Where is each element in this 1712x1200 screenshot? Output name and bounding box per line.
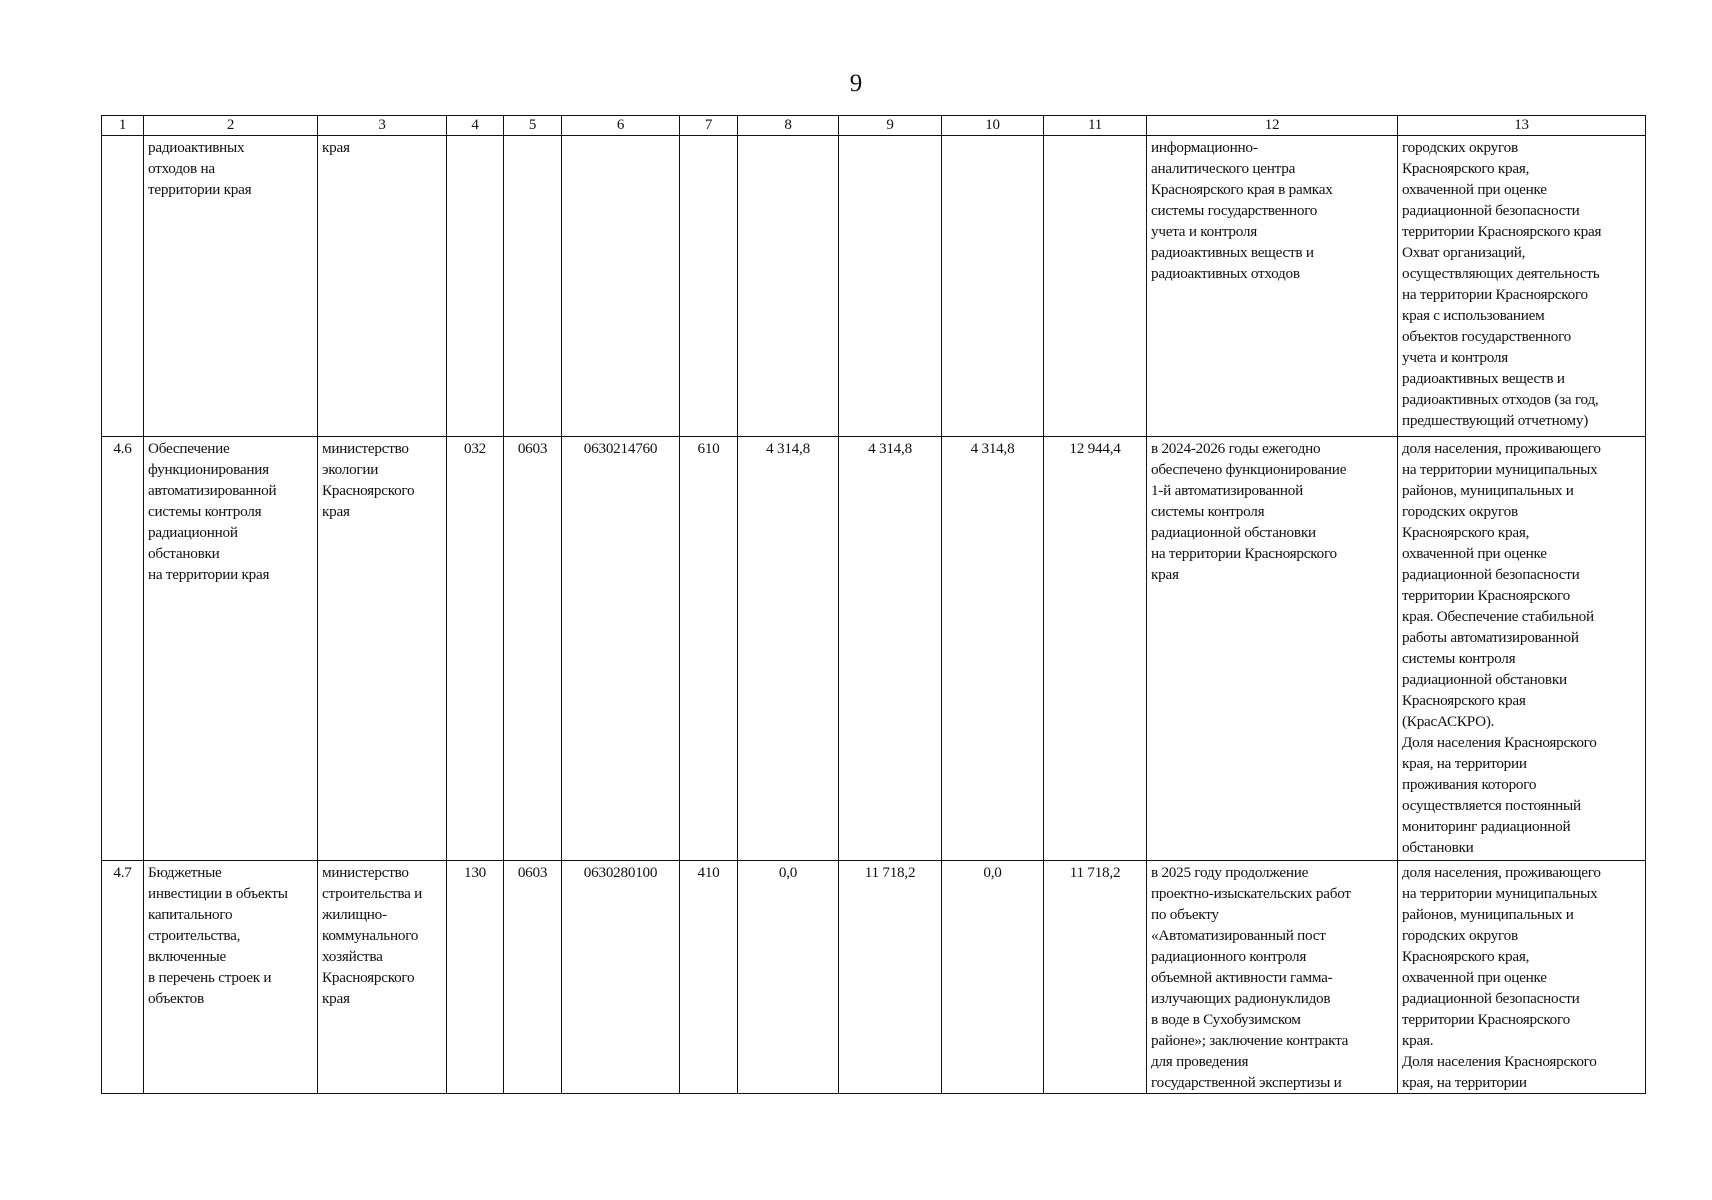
text-line: предшествующий отчетному) xyxy=(1402,412,1589,429)
column-number: 3 xyxy=(318,116,447,136)
text-line: края. xyxy=(1402,1032,1434,1049)
text-line: городских округов xyxy=(1402,927,1518,944)
text-line: обстановки xyxy=(148,545,220,562)
text-line: объектов xyxy=(148,990,204,1007)
amount-2025: 11 718,2 xyxy=(839,861,942,1094)
expense-type-code xyxy=(680,136,738,437)
text-line: учета и контроля xyxy=(1151,223,1257,240)
text-line: хозяйства xyxy=(322,948,383,965)
text-line: доля населения, проживающего xyxy=(1402,864,1601,881)
text-line: территории Красноярского xyxy=(1402,587,1570,604)
text-line: капитального xyxy=(148,906,233,923)
text-line: районов, муниципальных и xyxy=(1402,906,1574,923)
text-line: на территории Красноярского xyxy=(1402,286,1588,303)
text-line: функционирования xyxy=(148,461,269,478)
text-line: края xyxy=(322,990,350,1007)
text-line: строительства и xyxy=(322,885,423,902)
text-line: «Автоматизированный пост xyxy=(1151,927,1326,944)
section-code: 0603 xyxy=(504,861,562,1094)
executor xyxy=(318,861,447,1094)
text-line: инвестиции в объекты xyxy=(148,885,288,902)
column-number: 10 xyxy=(942,116,1044,136)
text-line: охваченной при оценке xyxy=(1402,545,1547,562)
column-number: 8 xyxy=(738,116,839,136)
amount-2025: 4 314,8 xyxy=(839,437,942,861)
text-line: на территории края xyxy=(148,566,270,583)
text-line: информационно- xyxy=(1151,139,1258,156)
text-line: системы контроля xyxy=(148,503,262,520)
text-line: края. Обеспечение стабильной xyxy=(1402,608,1594,625)
text-line: края, на территории xyxy=(1402,755,1527,772)
text-line: излучающих радионуклидов xyxy=(1151,990,1331,1007)
text-line: радиоактивных веществ и xyxy=(1402,370,1565,387)
text-line: жилищно- xyxy=(322,906,387,923)
text-line: радиоактивных xyxy=(148,139,245,156)
text-line: радиоактивных веществ и xyxy=(1151,244,1314,261)
program-activities-table xyxy=(101,115,1646,1094)
text-line: системы контроля xyxy=(1151,503,1265,520)
text-line: объемной активности гамма- xyxy=(1151,969,1333,986)
text-line: районе»; заключение контракта xyxy=(1151,1032,1349,1049)
text-line: мониторинг радиационной xyxy=(1402,818,1571,835)
table-row xyxy=(102,136,1646,437)
text-line: строительства, xyxy=(148,927,241,944)
text-line: обстановки xyxy=(1402,839,1474,856)
row-number: 4.7 xyxy=(102,861,144,1094)
text-line: в 2025 году продолжение xyxy=(1151,864,1309,881)
text-line: охваченной при оценке xyxy=(1402,181,1547,198)
amount-total xyxy=(1044,136,1147,437)
table-row xyxy=(102,437,1646,861)
text-line: радиационной обстановки xyxy=(1151,524,1316,541)
text-line: в воде в Сухобузимском xyxy=(1151,1011,1301,1028)
text-line: радиационной обстановки xyxy=(1402,671,1567,688)
text-line: аналитического центра xyxy=(1151,160,1296,177)
text-line: края xyxy=(322,503,350,520)
text-line: обеспечено функционирование xyxy=(1151,461,1347,478)
text-line: автоматизированной xyxy=(148,482,277,499)
text-line: Доля населения Красноярского xyxy=(1402,734,1597,751)
text-line: радиационного контроля xyxy=(1151,948,1307,965)
text-line: системы контроля xyxy=(1402,650,1516,667)
column-number: 9 xyxy=(839,116,942,136)
text-line: коммунального xyxy=(322,927,419,944)
section-code: 0603 xyxy=(504,437,562,861)
text-line: Красноярского края, xyxy=(1402,160,1530,177)
amount-total: 12 944,4 xyxy=(1044,437,1147,861)
text-line: проживания которого xyxy=(1402,776,1537,793)
text-line: в 2024-2026 годы ежегодно xyxy=(1151,440,1321,457)
amount-2024 xyxy=(738,136,839,437)
text-line: осуществляющих деятельность xyxy=(1402,265,1600,282)
text-line: на территории муниципальных xyxy=(1402,461,1598,478)
text-line: районов, муниципальных и xyxy=(1402,482,1574,499)
text-line: радиационной безопасности xyxy=(1402,202,1580,219)
grbs-code: 032 xyxy=(447,437,504,861)
text-line: радиационной xyxy=(148,524,238,541)
target-article-code: 0630214760 xyxy=(562,437,680,861)
text-line: на территории Красноярского xyxy=(1151,545,1337,562)
text-line: проектно-изыскательских работ xyxy=(1151,885,1351,902)
text-line: министерство xyxy=(322,440,409,457)
activity-name xyxy=(144,861,318,1094)
amount-2025 xyxy=(839,136,942,437)
column-number: 11 xyxy=(1044,116,1147,136)
text-line: Красноярского края, xyxy=(1402,948,1530,965)
text-line: на территории муниципальных xyxy=(1402,885,1598,902)
text-line: территории Красноярского xyxy=(1402,1011,1570,1028)
section-code xyxy=(504,136,562,437)
text-line: по объекту xyxy=(1151,906,1219,923)
indicator xyxy=(1398,861,1646,1094)
text-line: городских округов xyxy=(1402,503,1518,520)
indicator xyxy=(1398,437,1646,861)
column-number-row xyxy=(102,116,1646,136)
text-line: экологии xyxy=(322,461,379,478)
indicator xyxy=(1398,136,1646,437)
text-line: Красноярского края, xyxy=(1402,524,1530,541)
column-number: 4 xyxy=(447,116,504,136)
expense-type-code: 610 xyxy=(680,437,738,861)
text-line: осуществляется постоянный xyxy=(1402,797,1581,814)
expected-result xyxy=(1147,861,1398,1094)
text-line: радиационной безопасности xyxy=(1402,566,1580,583)
amount-total: 11 718,2 xyxy=(1044,861,1147,1094)
text-line: края xyxy=(322,139,350,156)
expected-result xyxy=(1147,136,1398,437)
page-number: 9 xyxy=(849,70,863,97)
expense-type-code: 410 xyxy=(680,861,738,1094)
text-line: охваченной при оценке xyxy=(1402,969,1547,986)
text-line: Доля населения Красноярского xyxy=(1402,1053,1597,1070)
text-line: доля населения, проживающего xyxy=(1402,440,1601,457)
executor xyxy=(318,437,447,861)
activity-name xyxy=(144,136,318,437)
text-line: территории края xyxy=(148,181,252,198)
text-line: учета и контроля xyxy=(1402,349,1508,366)
text-line: территории Красноярского края xyxy=(1402,223,1602,240)
activity-name xyxy=(144,437,318,861)
text-line: Охват организаций, xyxy=(1402,244,1526,261)
text-line: городских округов xyxy=(1402,139,1518,156)
text-line: радиоактивных отходов xyxy=(1151,265,1300,282)
column-number: 12 xyxy=(1147,116,1398,136)
table-row xyxy=(102,861,1646,1094)
text-line: работы автоматизированной xyxy=(1402,629,1579,646)
text-line: края, на территории xyxy=(1402,1074,1527,1091)
amount-2024: 4 314,8 xyxy=(738,437,839,861)
grbs-code: 130 xyxy=(447,861,504,1094)
expected-result xyxy=(1147,437,1398,861)
row-number xyxy=(102,136,144,437)
text-line: Красноярского xyxy=(322,969,415,986)
text-line: включенные xyxy=(148,948,226,965)
text-line: Обеспечение xyxy=(148,440,230,457)
text-line: Красноярского края xyxy=(1402,692,1526,709)
text-line: 1-й автоматизированной xyxy=(1151,482,1303,499)
text-line: министерство xyxy=(322,864,409,881)
amount-2026 xyxy=(942,136,1044,437)
target-article-code xyxy=(562,136,680,437)
text-line: государственной экспертизы и xyxy=(1151,1074,1342,1091)
text-line: Бюджетные xyxy=(148,864,222,881)
executor xyxy=(318,136,447,437)
text-line: объектов государственного xyxy=(1402,328,1572,345)
text-line: (КрасАСКРО). xyxy=(1402,713,1495,730)
amount-2024: 0,0 xyxy=(738,861,839,1094)
grbs-code xyxy=(447,136,504,437)
row-number: 4.6 xyxy=(102,437,144,861)
text-line: радиоактивных отходов (за год, xyxy=(1402,391,1599,408)
amount-2026: 0,0 xyxy=(942,861,1044,1094)
column-number: 1 xyxy=(102,116,144,136)
text-line: Красноярского края в рамках xyxy=(1151,181,1333,198)
column-number: 5 xyxy=(504,116,562,136)
text-line: края с использованием xyxy=(1402,307,1545,324)
text-line: радиационной безопасности xyxy=(1402,990,1580,1007)
target-article-code: 0630280100 xyxy=(562,861,680,1094)
amount-2026: 4 314,8 xyxy=(942,437,1044,861)
column-number: 2 xyxy=(144,116,318,136)
text-line: отходов на xyxy=(148,160,215,177)
text-line: в перечень строек и xyxy=(148,969,272,986)
text-line: Красноярского xyxy=(322,482,415,499)
column-number: 7 xyxy=(680,116,738,136)
column-number: 6 xyxy=(562,116,680,136)
text-line: системы государственного xyxy=(1151,202,1318,219)
column-number: 13 xyxy=(1398,116,1646,136)
text-line: для проведения xyxy=(1151,1053,1249,1070)
text-line: края xyxy=(1151,566,1179,583)
